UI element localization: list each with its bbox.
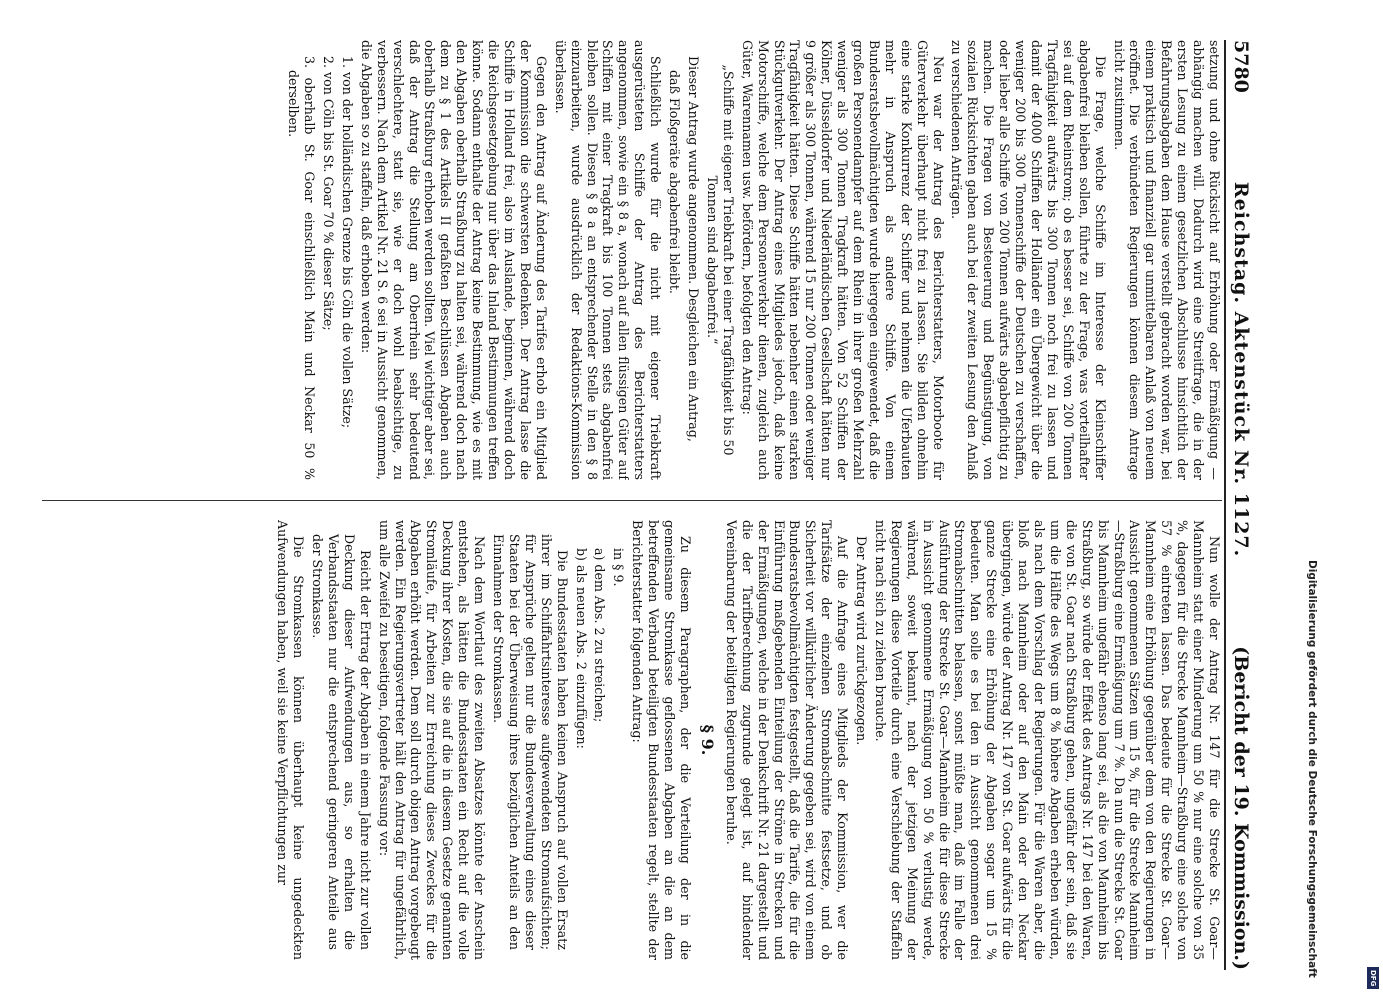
paragraph: in § 9. xyxy=(611,548,627,587)
paragraph: „Schiffe mit eigener Triebkraft bei einer Tragfähigkeit bis 50 Tonnen sind abgabenfrei.“ xyxy=(704,64,736,456)
paragraph: setzung und ohne Rücksicht auf Erhöhung oder Ermäßigung — abhängig machen will. Dadurch wird eine Streitfrage, die in der ersten Lesung zu einem gesetzlichen Abschlusse hinsichtlich der Befahrungsabgaben dem Hause verstellt gebracht worden war, bei einem praktisch und finanziell gar unmittelbaren Anlaß von neuem eröffnet. Die verbündeten Regierungen können diesem Antrage nicht zustimmen. xyxy=(1111,40,1222,480)
paragraph: a) dem Abs. 2 zu streichen; xyxy=(592,548,608,723)
paragraph: Zu diesem Paragraphen, der die Verteilung der in die gemeinsame Stromkasse geflossenen Abgaben an die an dem betreffenden Verband beteiligten Bundesstaaten regelt, stellte der Berichterstatter folgenden Antrag: xyxy=(630,520,693,960)
paragraph: Dieser Antrag wurde angenommen. Desgleichen ein Antrag, xyxy=(686,56,701,442)
digitization-credit: Digitalisierung gefördert durch die Deutsche Forschungsgemeinschaft xyxy=(1306,560,1318,978)
page-number: 5780 xyxy=(1230,40,1252,93)
page-header xyxy=(1224,40,1270,970)
paragraph: b) als neuen Abs. 2 einzufügen: xyxy=(573,548,589,749)
paragraph: 1. von der holländischen Grenze bis Cöln die vollen Sätze; xyxy=(339,56,355,429)
paragraph: Die Bundesstaaten haben keinen Anspruch auf vollen Ersatz ihrer im Schiffahrtsinteresse aufgewendeten Stromaufsichten; für Ansprüche gelten nur die Bundesverwaltung eines dieser Staaten bei der Überweisung ihres bezüglichen Anteils an den Einnahmen der Stromkassen. xyxy=(491,534,570,950)
paragraph: 3. oberhalb St. Goar einschließlich Main und Neckar 50 % derselben. xyxy=(286,56,318,480)
paragraph: Reicht der Ertrag der Abgaben in einem Jahre nicht zur vollen Deckung dieser Aufwendungen aus, so erhalten die Verbandsstaaten nur die entsprechend geringeren Anteile aus der Stromkasse. xyxy=(310,534,373,950)
paragraph: Nun wolle der Antrag Nr. 147 für die Strecke St. Goar—Mannheim statt einer Minderung um 50 % nur eine solche von 35 %, dagegen für die Strecke Mannheim—Straßburg eine solche von 57 % eintreten lassen. Das bedeute für die Strecke St. Goar—Mannheim eine Erhöhung gegenüber dem von den Regierungen in Aussicht genommenen Sätzen um 15 %, für die Strecke Mannheim—Straßburg eine Ermäßigung um 7 %. Da nun die Strecke St. Goar bis Mannheim ungefähr ebenso lang sei, als die von Mannheim bis Straßburg, so würde der Effekt des Antrags Nr. 147 bei den Waren, die von St. Goar nach Straßburg gehen, ungefähr der sein, daß sie um die Hälfte des Wegs um 8 % höhere Abgaben erheben würden, als nach dem Vorschlag der Regierungen. Für die Waren aber, die bloß nach Mannheim oder auf den Main oder den Neckar übergingen, würde der Antrag Nr. 147 von St. Goar aufwärts für die ganze Strecke eine Erhöhung der Abgaben sogar um 15 % bedeuten. Man solle es bei den in Aussicht genommenen drei Stromabschnitten belassen, sonst müßte man, daß im Falle der Ausführung der Strecke St. Goar—Mannheim die für diese Strecke in Aussicht genommene Ermäßigung von 50 % verlustig werde, während, soweit bekannt, nach der jetzigen Meinung der Regierungen diese Vorteile durch eine Verschiebung der Staffeln nicht nach sich zu ziehen brauche. xyxy=(872,520,1222,960)
paragraph: daß Floßgeräte abgabenfrei bleibt. xyxy=(667,70,683,294)
paragraph: Nach dem Wortlaut des zweiten Absatzes könnte der Anschein entstehen, als hätten die Bundesstaaten ein Recht auf die volle Deckung ihrer Kosten, die sie auf die in diesem Gesetze genannten Stromläufe, für Arbeiten zur Erreichung dieses Zweckes für die Abgaben erhöht werden. Dem soll durch obigen Antrag vorgebeugt werden. Ein Regierungsvertreter hält den Antrag für ungefährlich, um alle Zweifel zu beseitigen, folgende Fassung vor: xyxy=(376,520,488,960)
paragraph: Gegen den Antrag auf Änderung des Tarifes erhob ein Mitglied der Kommission die schwersten Bedenken. Der Antrag lasse die Schiffe in Holland frei, also im Auslande, beginnen, während doch die Reichsgesetzgebung nur über das Inland Bestimmungen treffen könne. Sodann enthalte der Antrag keine Bestimmung, wie es mit den Abgaben oberhalb Straßburg zu halten sei, während doch nach dem zu § 1 des Artikels II gefaßten Beschlüssen Abgaben auch oberhalb Straßburg erhoben werden sollten. Viel wichtiger aber sei, daß der Antrag die Stellung am Oberrhein sehr bedeutend verschlechtere, statt sie, wie er doch wohl beabsichtige, zu verbessern. Nach dem Artikel Nr. 21 S. 6 sei in Aussicht genommen, die Abgaben so zu staffeln, daß erhoben werden: xyxy=(358,40,549,480)
paragraph: 2. von Cöln bis St. Goar 70 % dieser Sätze; xyxy=(321,56,337,331)
paragraph: Der Antrag wird zurückgezogen. xyxy=(854,536,870,746)
right-column xyxy=(32,520,1222,960)
paragraph: Neu war der Antrag des Berichterstatters, Motorboote für Güterverkehr überhaupt nicht frei zu lassen. Sie bilden ohnehin eine starke Konkurrenz der Schiffer und nehmen die Uferbauten mehr in Anspruch als andere Schiffe. Von einem Bundesratsbevollmächtigten wurde hiergegen eingewendet, daß die großen Personendampfer auf dem Rhein in ihrer großen Mehrzahl weniger als 300 Tonnen Tragkraft hätten. Von 52 Schiffen der Kölner, Düsseldorfer und Niederländischen Gesellschaft hätten nur 9 größer als 300 Tonnen, während 15 nur 200 Tonnen oder weniger Tragfähigkeit hätten. Diese Schiffe hätten nebenher einen starken Stückgutverkehr. Der Antrag eines Mitgliedes jedoch, daß keine Motorschiffe, welche dem Personenverkehr dienen, zugleich auch Güter, Warennamen usw. befördern, befolgten den Antrag: xyxy=(739,40,946,480)
paragraph: Auf die Anfrage eines Mitglieds der Kommission, wer die Tarifsätze der einzelnen Stromabschnitte festsetze, und ob Sicherheit vor willkürlicher Änderung gegeben sei, wird von einem Bundesratsbevollmächtigten festgestellt, daß die Tarife, die für die Einführung maßgebenden Einteilung der Ströme in Strecken und der Ermäßigungen, welche in der Denkschrift Nr. 21 dargestellt und die der Tarifberechnung zugrunde gelegt ist, auf bindender Vereinbarung der beteiligten Regierungen beruhe. xyxy=(723,520,851,960)
section-title: (Bericht der 19. Kommission.) xyxy=(1230,646,1252,970)
paragraph: Die Frage, welche Schiffe im Interesse der Kleinschiffer abgabenfrei bleiben sollen, führte zu der Frage, was vorteilhafter sei auf dem Rheinstrom; ob es besser sei, Schiffe von 200 Tonnen Tragfähigkeit aufwärts bis 300 Tonnen noch frei zu lassen und damit der 4000 Schiffen der Holländer ein Übergewicht über die weniger 200 bis 300 Tonnenschiffe der Deutschen zu verschaffen, oder lieber alle Schiffe von 200 Tonnen aufwärts abgabepflichtig zu machen. Die Fragen von Besteuerung und Begünstigung, von sozialen Rücksichten gaben auch bei der zweiten Lesung den Anlaß zu verschiedenen Anträgen. xyxy=(949,40,1108,480)
paragraph: Die Stromkassen können überhaupt keine ungedeckten Aufwendungen haben, weil sie keine Verpflichtungen zur xyxy=(275,520,307,960)
running-title: Reichstag. Aktenstück Nr. 1127. xyxy=(1230,181,1252,558)
dfg-logo: DFG xyxy=(1367,967,1379,989)
paragraph: Schließlich wurde für die nicht mit eigener Triebkraft ausgerüsteten Schiffe der Antrag des Berichterstatters angenommen, sowie ein § 8 a, wonach auf allen flüssigen Güter auf Schiffen mit einer Tragkraft bis 100 Tonnen stets abgabenfrei bleiben sollen. Diesen § 8 a an entsprechender Stelle in den § 8 einzuarbeiten, wurde ausdrücklich der Redaktions-Kommission überlassen. xyxy=(552,40,664,480)
section-heading: § 9. xyxy=(697,724,717,756)
left-column xyxy=(32,40,1222,480)
column-divider xyxy=(42,500,1222,501)
